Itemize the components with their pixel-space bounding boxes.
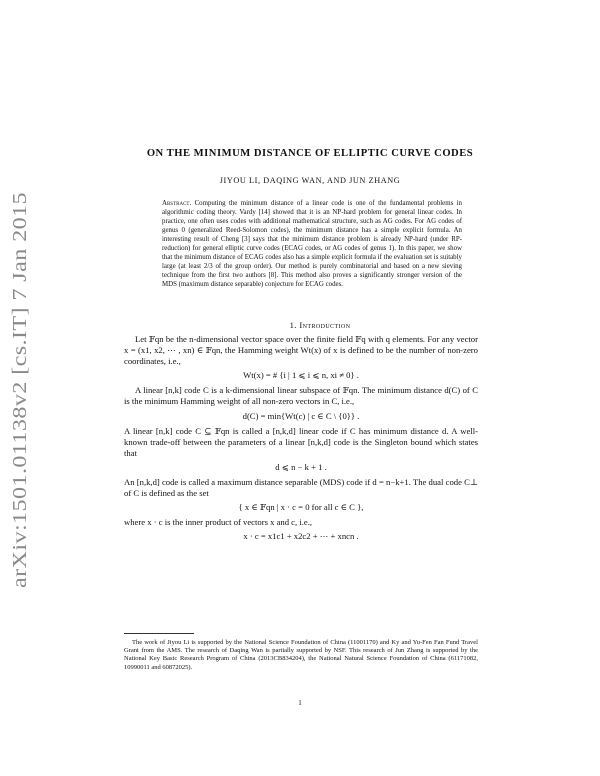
equation-hamming-weight: Wt(x) = # {i | 1 ⩽ i ⩽ n, xi ≠ 0} . [243,370,359,381]
abstract [162,199,462,289]
paper-title: ON THE MINIMUM DISTANCE OF ELLIPTIC CURVE CODES [146,148,474,159]
abstract-label: Abstract. [162,200,192,207]
arxiv-identifier-svg [4,190,34,590]
equation-singleton-bound: d ⩽ n − k + 1 . [275,461,327,472]
arxiv-identifier [4,190,34,590]
footnote: The work of Jiyou Li is supported by the National Science Foundation of China (11001170) and Ky and Yu-Fen Fan Fund Travel Grant from the AMS. The research of Daqing Wan is partially supported by NSF. This research of Jun Zhang is supported by the National Key Basic Research Program of China (2013CB834204), the National Natural Science Foundation of China (61171082, 10990011 and 60872025). [124,639,478,671]
paragraph: where x · c is the inner product of vectors x and c, i.e., [124,517,313,528]
section-title: Introduction [299,320,351,330]
arxiv-identifier-text: arXiv:1501.01138v2 [cs.IT] 7 Jan 2015 [10,268,31,588]
paragraph: An [n,k,d] code is called a maximum distance separable (MDS) code if d = n−k+1. The dual code C⊥ of C is defined as the set [124,477,478,499]
equation-minimum-distance: d(C) = min{Wt(c) | c ∈ C \ {0}} . [242,410,360,421]
paragraph: Let 𝔽qn be the n-dimensional vector space over the finite field 𝔽q with q elements. For any vector x = (x1, x2, ⋯ , xn) ∈ 𝔽qn, the Hamming weight Wt(x) of x is defined to be the number of non-zero coordinates, i.e., [124,334,478,367]
page-number: 1 [298,699,302,707]
paragraph: A linear [n,k] code C ⊆ 𝔽qn is called a [n,k,d] linear code if C has minimum distance d. A well-known trade-off between the parameters of a linear [n,k,d] code is the Singleton bound which states that [124,425,478,458]
equation-inner-product: x · c = x1c1 + x2c2 + ⋯ + xncn . [243,531,359,542]
paragraph: A linear [n,k] code C is a k-dimensional linear subspace of 𝔽qn. The minimum distance d(C) of C is the minimum Hamming weight of all non-zero vectors in C, i.e., [124,385,478,407]
section-number: 1. [289,320,297,330]
footnote-rule [124,633,194,634]
section-heading [120,320,520,330]
paper-authors: JIYOU LI, DAQING WAN, AND JUN ZHANG [219,176,401,185]
body-text [124,334,478,547]
equation-dual-code: { x ∈ 𝔽qn | x · c = 0 for all c ∈ C }, [238,502,364,513]
abstract-text: Computing the minimum distance of a linear code is one of the fundamental problems in algorithmic coding theory. Vardy [14] showed that it is an NP-hard problem for general linear codes. In practice, one often uses codes with additional mathematical structure, such as AG codes. For AG codes of genus 0 (generalized Reed-Solomon codes), the minimum distance has a simple explicit formula. An interesting result of Cheng [3] says that the minimum distance problem is already NP-hard (under RP-reduction) for general elliptic curve codes (ECAG codes, or AG codes of genus 1). In this paper, we show that the minimum distance of ECAG codes also has a simple explicit formula if the evaluation set is suitably large (at least 2/3 of the group order). Our method is purely combinatorial and based on a new sieving technique from the first two authors [8]. This method also proves a significantly stronger version of the MDS (maximum distance separable) conjecture for ECAG codes. [162,200,462,288]
